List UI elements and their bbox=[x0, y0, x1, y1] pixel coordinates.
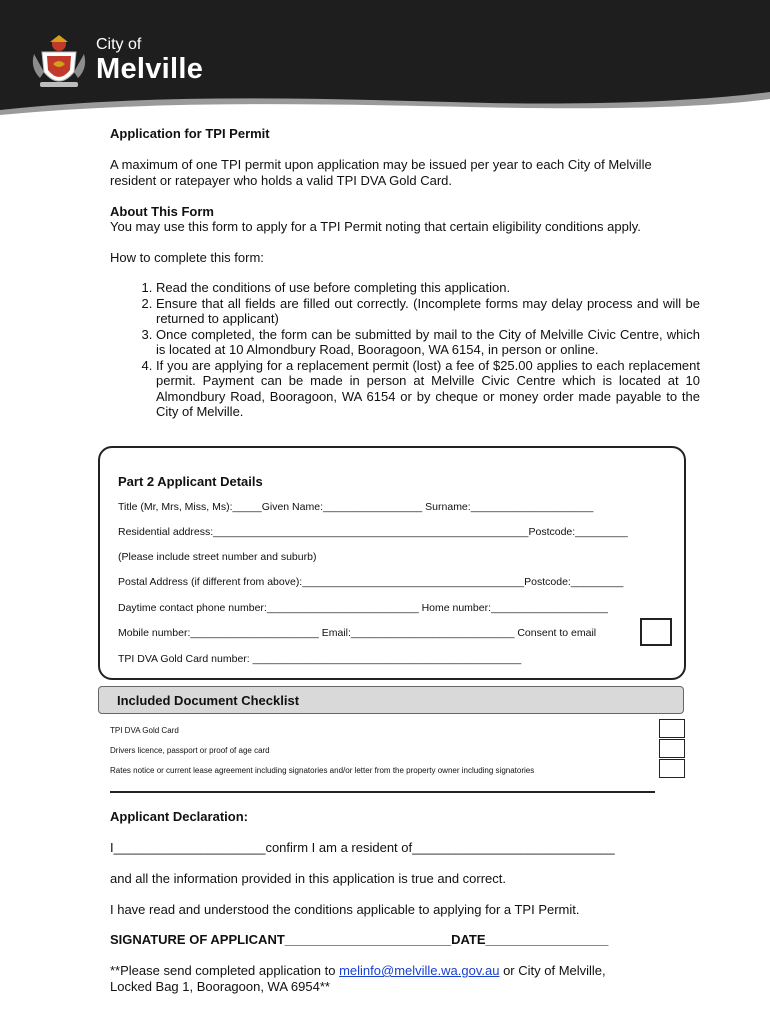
phone-field[interactable]: Daytime contact phone number:__________________________ Home number:____________________ bbox=[118, 602, 608, 614]
postal-address-field[interactable]: Postal Address (if different from above):______________________________________Postcode:_________ bbox=[118, 576, 624, 588]
checklist-checkbox-rates-notice[interactable] bbox=[659, 759, 685, 778]
about-text: You may use this form to apply for a TPI Permit noting that certain eligibility conditions apply. bbox=[110, 219, 641, 234]
declaration-conditions-statement: I have read and understood the conditions applicable to applying for a TPI Permit. bbox=[110, 902, 580, 917]
city-logo bbox=[96, 36, 203, 84]
checklist-checkbox-gold-card[interactable] bbox=[659, 719, 685, 738]
send-suffix: or City of Melville, Locked Bag 1, Booragoon, WA 6954** bbox=[110, 963, 606, 994]
city-crest-icon bbox=[28, 32, 90, 94]
part2-title: Part 2 Applicant Details bbox=[118, 474, 263, 489]
intro-paragraph: A maximum of one TPI permit upon application may be issued per year to each City of Melville resident or ratepayer who holds a valid TPI DVA Gold Card. bbox=[110, 157, 652, 188]
list-item: 2. Ensure that all fields are filled out correctly. (Incomplete forms may delay process and will be returned to applicant) bbox=[156, 296, 700, 327]
conditions-list bbox=[110, 280, 700, 420]
email-link[interactable]: melinfo@melville.wa.gov.au bbox=[339, 963, 500, 978]
list-item: 1. Read the conditions of use before completing this application. bbox=[156, 280, 700, 296]
gold-card-number-field[interactable]: TPI DVA Gold Card number: ______________________________________________ bbox=[118, 653, 522, 665]
header-wave bbox=[0, 88, 770, 118]
checklist-header bbox=[98, 686, 684, 714]
checklist-item-gold-card: TPI DVA Gold Card bbox=[110, 726, 179, 735]
checklist-title: Included Document Checklist bbox=[117, 693, 300, 708]
consent-to-email-checkbox[interactable] bbox=[640, 618, 672, 646]
checklist-item-licence: Drivers licence, passport or proof of age card bbox=[110, 746, 270, 755]
section-divider bbox=[110, 791, 655, 793]
logo-small-text: City of bbox=[96, 36, 142, 53]
about-heading: About This Form bbox=[110, 204, 214, 219]
header-banner bbox=[0, 0, 770, 118]
applicant-details-section bbox=[98, 446, 686, 680]
send-instructions bbox=[110, 963, 610, 994]
logo-big-text: Melville bbox=[96, 53, 204, 85]
how-text: How to complete this form: bbox=[110, 250, 264, 265]
list-item: 4. If you are applying for a replacement permit (lost) a fee of $25.00 applies to each replacement permit. Payment can be made in person at Melville Civic Centre which is located at 10 Almondbury Road, Booragoon, WA 6154 or by cheque or money order made payable to the City of Melville. bbox=[156, 358, 700, 420]
declaration-resident-field[interactable]: I_____________________confirm I am a resident of____________________________ bbox=[110, 840, 615, 855]
form-title: Application for TPI Permit bbox=[110, 126, 270, 141]
declaration-title: Applicant Declaration: bbox=[110, 809, 248, 824]
send-prefix: **Please send completed application to bbox=[110, 963, 340, 978]
signature-date-field[interactable]: SIGNATURE OF APPLICANT_______________________DATE_________________ bbox=[110, 932, 609, 947]
address-note: (Please include street number and suburb) bbox=[118, 551, 317, 563]
list-item: 3. Once completed, the form can be submitted by mail to the City of Melville Civic Centre, which is located at 10 Almondbury Road, Booragoon, WA 6154, in person or online. bbox=[156, 327, 700, 358]
residential-address-field[interactable]: Residential address:______________________________________________________Postcode:_________ bbox=[118, 526, 628, 538]
mobile-email-field[interactable]: Mobile number:______________________ Email:____________________________ Consent to email bbox=[118, 627, 597, 639]
declaration-true-statement: and all the information provided in this application is true and correct. bbox=[110, 871, 506, 886]
checklist-item-rates-notice: Rates notice or current lease agreement including signatories and/or letter from the property owner including signatories bbox=[110, 766, 535, 775]
title-name-field[interactable]: Title (Mr, Mrs, Miss, Ms):_____Given Name:_________________ Surname:_____________________ bbox=[118, 501, 594, 513]
checklist-checkbox-licence[interactable] bbox=[659, 739, 685, 758]
